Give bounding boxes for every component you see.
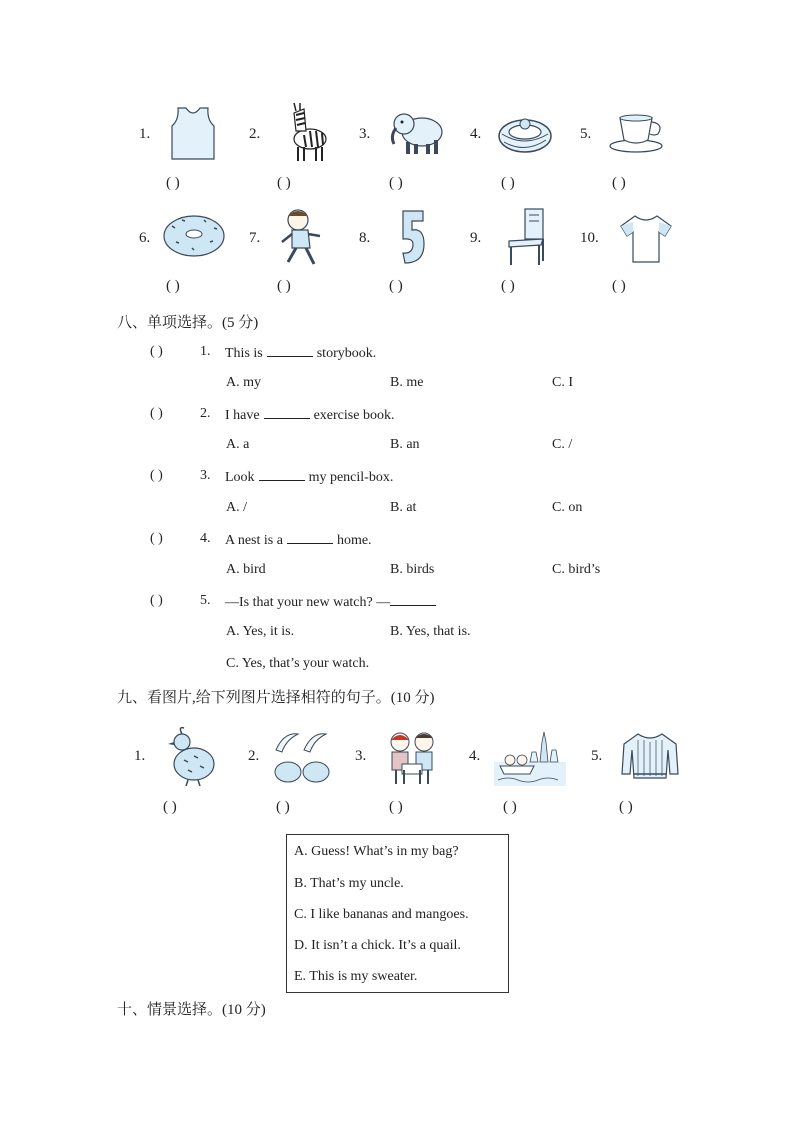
option-b[interactable]: B. an xyxy=(390,437,420,452)
nest-icon xyxy=(496,108,554,158)
option-b[interactable]: B. at xyxy=(390,500,417,515)
question-number: 2. xyxy=(200,406,211,421)
zebra-icon xyxy=(282,101,332,165)
fruit-icon xyxy=(272,730,332,786)
boat-scene-icon xyxy=(494,728,566,786)
option-b[interactable]: B. me xyxy=(390,375,424,390)
answer-paren[interactable]: ( ) xyxy=(150,468,163,483)
answer-paren[interactable]: ( ) xyxy=(501,278,515,294)
quail-icon xyxy=(164,726,220,786)
item-number: 8. xyxy=(359,230,371,246)
option-c[interactable]: C. Yes, that’s your watch. xyxy=(226,656,370,671)
option-a[interactable]: A. my xyxy=(226,375,261,390)
answer-paren[interactable]: ( ) xyxy=(501,175,515,191)
item-number: 5. xyxy=(580,126,592,142)
option-b[interactable]: B. birds xyxy=(390,562,435,577)
item-number: 6. xyxy=(139,230,151,246)
item-number: 2. xyxy=(249,126,261,142)
item-number: 3. xyxy=(355,748,367,764)
option-c[interactable]: C. on xyxy=(552,500,583,515)
item-number: 7. xyxy=(249,230,261,246)
option-a[interactable]: A. Yes, it is. xyxy=(226,624,295,639)
answer-paren[interactable]: ( ) xyxy=(150,593,163,608)
question-number: 5. xyxy=(200,593,211,608)
sentence-a: A. Guess! What’s in my bag? xyxy=(294,844,459,859)
sweater-icon xyxy=(620,730,680,780)
option-a[interactable]: A. / xyxy=(226,500,247,515)
section-9-title: 九、看图片,给下列图片选择相符的句子。(10 分) xyxy=(117,690,435,706)
answer-paren[interactable]: ( ) xyxy=(276,799,290,815)
sentence-choices-box xyxy=(286,834,509,993)
answer-paren[interactable]: ( ) xyxy=(612,175,626,191)
answer-paren[interactable]: ( ) xyxy=(277,278,291,294)
answer-paren[interactable]: ( ) xyxy=(150,406,163,421)
number-five-icon xyxy=(400,208,426,266)
elephant-icon xyxy=(386,106,448,158)
answer-paren[interactable]: ( ) xyxy=(612,278,626,294)
item-number: 5. xyxy=(591,748,603,764)
question-text: I have exercise book. xyxy=(225,408,395,423)
cup-icon xyxy=(608,110,668,154)
item-number: 10. xyxy=(580,230,599,246)
question-number: 4. xyxy=(200,531,211,546)
section-10-title: 十、情景选择。(10 分) xyxy=(117,1002,266,1018)
vest-icon xyxy=(168,104,218,162)
answer-paren[interactable]: ( ) xyxy=(150,531,163,546)
chair-icon xyxy=(505,207,547,267)
answer-paren[interactable]: ( ) xyxy=(150,344,163,359)
sentence-c: C. I like bananas and mangoes. xyxy=(294,907,469,922)
donut-icon xyxy=(162,212,226,258)
section-8-title: 八、单项选择。(5 分) xyxy=(117,315,259,331)
option-a[interactable]: A. bird xyxy=(226,562,266,577)
option-a[interactable]: A. a xyxy=(226,437,250,452)
item-number: 9. xyxy=(470,230,482,246)
question-text: —Is that your new watch? — xyxy=(225,593,440,611)
sentence-b: B. That’s my uncle. xyxy=(294,876,404,891)
answer-paren[interactable]: ( ) xyxy=(389,799,403,815)
option-b[interactable]: B. Yes, that is. xyxy=(390,624,471,639)
answer-paren[interactable]: ( ) xyxy=(389,175,403,191)
question-text: A nest is a home. xyxy=(225,533,372,548)
question-text: Look my pencil-box. xyxy=(225,470,394,485)
answer-paren[interactable]: ( ) xyxy=(166,175,180,191)
item-number: 3. xyxy=(359,126,371,142)
item-number: 1. xyxy=(139,126,151,142)
option-c[interactable]: C. / xyxy=(552,437,573,452)
option-c[interactable]: C. I xyxy=(552,375,573,390)
item-number: 2. xyxy=(248,748,260,764)
item-number: 4. xyxy=(469,748,481,764)
item-number: 4. xyxy=(470,126,482,142)
answer-paren[interactable]: ( ) xyxy=(619,799,633,815)
answer-paren[interactable]: ( ) xyxy=(389,278,403,294)
answer-paren[interactable]: ( ) xyxy=(503,799,517,815)
answer-paren[interactable]: ( ) xyxy=(277,175,291,191)
sentence-e: E. This is my sweater. xyxy=(294,969,418,984)
question-number: 1. xyxy=(200,344,211,359)
answer-paren[interactable]: ( ) xyxy=(163,799,177,815)
item-number: 1. xyxy=(134,748,146,764)
answer-paren[interactable]: ( ) xyxy=(166,278,180,294)
question-text: This is storybook. xyxy=(225,346,377,361)
running-boy-icon xyxy=(278,206,328,268)
question-number: 3. xyxy=(200,468,211,483)
sentence-d: D. It isn’t a chick. It’s a quail. xyxy=(294,938,461,953)
children-icon xyxy=(380,728,444,786)
option-c[interactable]: C. bird’s xyxy=(552,562,601,577)
tshirt-icon xyxy=(619,214,673,264)
